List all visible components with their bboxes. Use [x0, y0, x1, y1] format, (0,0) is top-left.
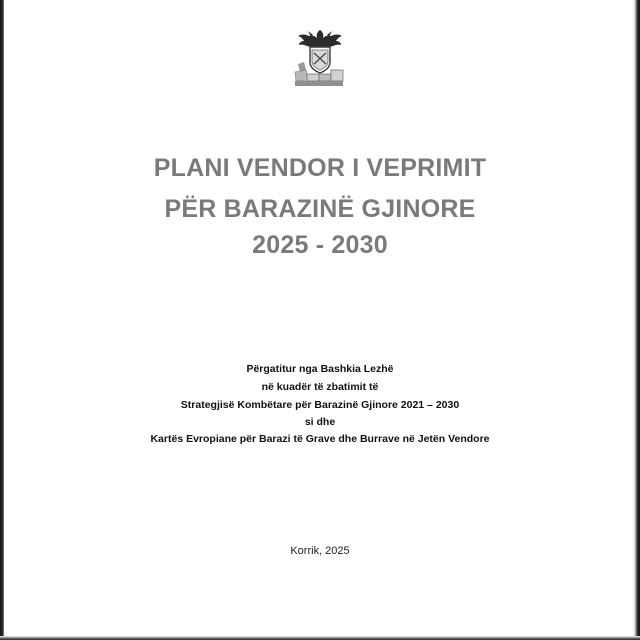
subtitle-line-4: si dhe	[304, 416, 336, 428]
document-page	[4, 0, 632, 640]
scan-edge-right	[632, 0, 640, 640]
title-line-1: PLANI VENDOR I VEPRIMIT	[153, 154, 487, 182]
subtitle-line-5: Kartës Evropiane për Barazi të Grave dhe Burrave në Jetën Vendore	[150, 433, 490, 445]
subtitle-line-3: Strategjisë Kombëtare për Barazinë Gjinore 2021 – 2030	[180, 399, 460, 411]
coat-of-arms-icon	[290, 26, 350, 88]
title-line-3: 2025 - 2030	[252, 231, 388, 259]
subtitle-line-1: Përgatitur nga Bashkia Lezhë	[246, 363, 394, 375]
subtitle-line-2: në kuadër të zbatimit të	[261, 381, 379, 393]
scan-edge-bottom	[0, 636, 640, 640]
title-line-2: PËR BARAZINË GJINORE	[164, 195, 476, 223]
document-date: Korrik, 2025	[290, 545, 350, 557]
